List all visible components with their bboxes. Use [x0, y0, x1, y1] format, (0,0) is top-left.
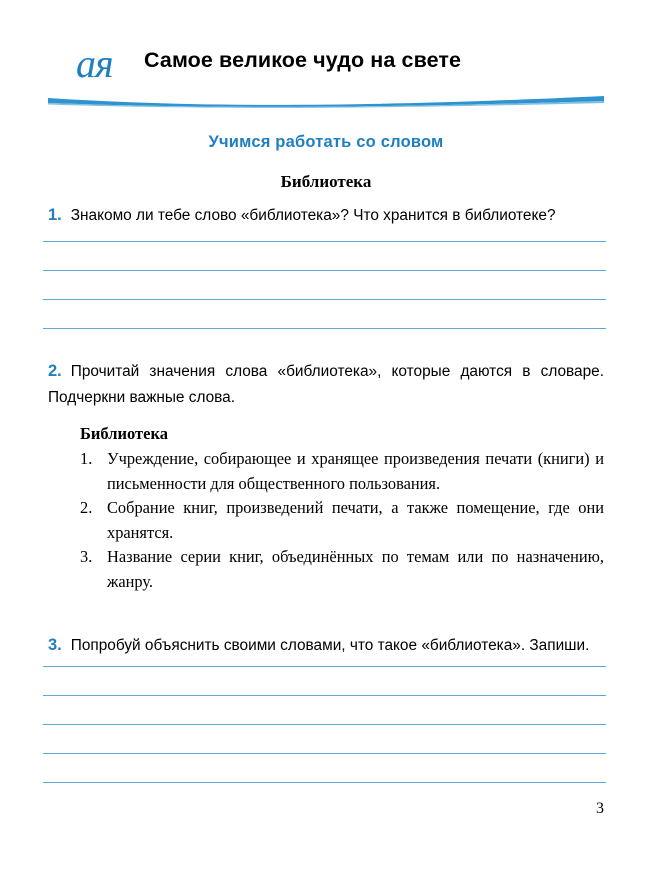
answer-line[interactable]	[43, 754, 606, 783]
section-heading: Учимся работать со словом	[208, 133, 444, 151]
answer-line[interactable]	[43, 696, 606, 725]
task-3	[48, 632, 604, 659]
task-3-text	[48, 632, 604, 659]
task-1-answer-lines[interactable]	[43, 241, 606, 329]
answer-line[interactable]	[43, 666, 606, 696]
list-item-marker: 1.	[80, 449, 93, 468]
task-1-text	[48, 202, 604, 229]
task-2-body: Прочитай значения слова «библиотека», которые даются в словаре. Подчеркни важные слова.	[48, 363, 604, 406]
task-2	[48, 358, 604, 411]
task-3-number: 3.	[48, 636, 62, 654]
list-item	[80, 545, 604, 594]
dictionary-definition-list	[80, 447, 604, 594]
dictionary-block	[80, 424, 604, 594]
list-item	[80, 447, 604, 496]
page-header	[0, 42, 650, 112]
header-divider	[48, 95, 604, 109]
answer-line[interactable]	[43, 300, 606, 329]
dictionary-headword: Библиотека	[80, 424, 168, 443]
task-1-number: 1.	[48, 206, 62, 224]
task-2-text	[48, 358, 604, 411]
list-item-text: Название серии книг, объединённых по темам или по назначению, жанру.	[107, 547, 604, 591]
task-2-number: 2.	[48, 362, 62, 380]
list-item-marker: 3.	[80, 547, 93, 566]
list-item-marker: 2.	[80, 498, 93, 517]
workbook-logo: ая	[76, 41, 113, 86]
answer-line[interactable]	[43, 725, 606, 754]
task-1-body: Знакомо ли тебе слово «библиотека»? Что хранится в библиотеке?	[70, 207, 556, 224]
task-3-body: Попробуй объяснить своими словами, что такое «библиотека». Запиши.	[70, 637, 590, 654]
page-number: 3	[596, 800, 604, 817]
page-title: Самое великое чудо на свете	[144, 48, 462, 72]
list-item-text: Собрание книг, произведений печати, а также помещение, где они хранятся.	[107, 498, 604, 542]
list-item-text: Учреждение, собирающее и хранящее произведения печати (книги) и письменности для общественного пользования.	[107, 449, 604, 493]
vocabulary-word-heading: Библиотека	[280, 172, 372, 191]
task-1	[48, 202, 604, 229]
task-3-answer-lines[interactable]	[43, 666, 606, 783]
answer-line[interactable]	[43, 241, 606, 271]
list-item	[80, 496, 604, 545]
answer-line[interactable]	[43, 271, 606, 300]
